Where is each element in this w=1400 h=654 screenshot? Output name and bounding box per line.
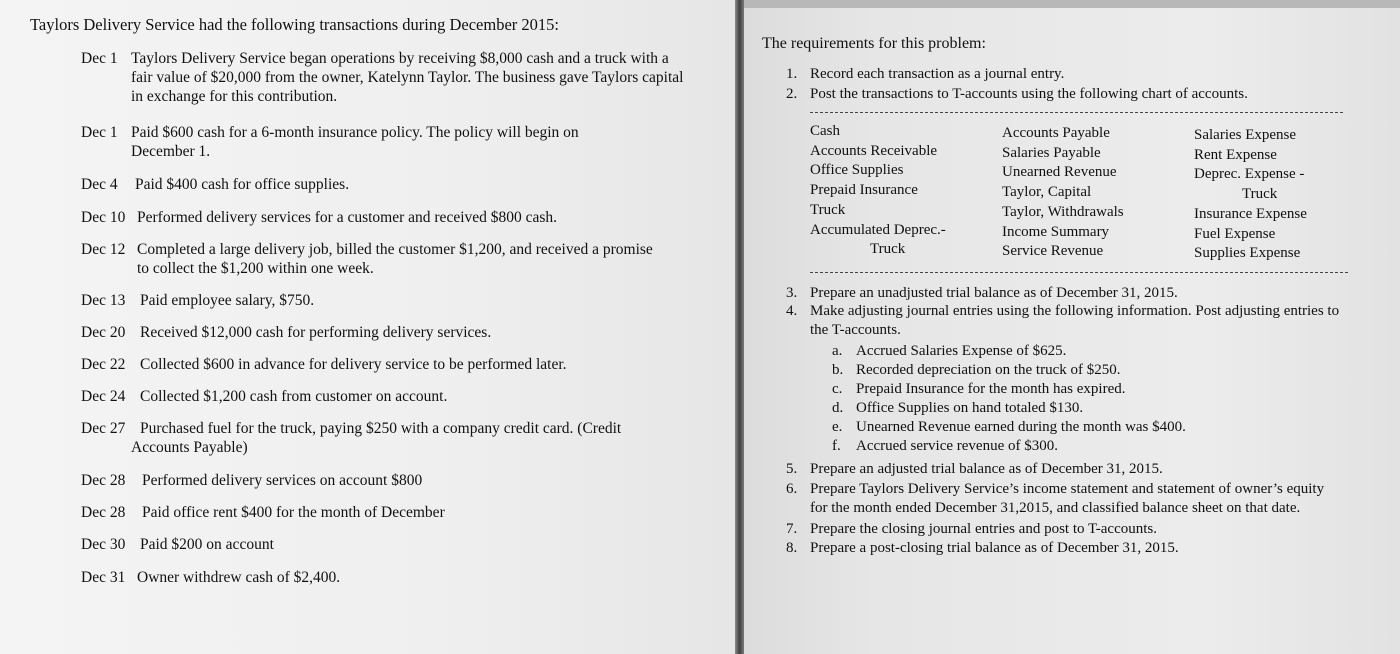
adjustment-item: d. Office Supplies on hand totaled $130. xyxy=(832,400,1084,416)
requirement-item: 8. Prepare a post-closing trial balance as of December 31, 2015. xyxy=(786,540,1179,556)
right-page xyxy=(744,0,1400,654)
transaction-item: Dec 10 Performed delivery services for a customer and received $800 cash. xyxy=(81,209,558,226)
adjustment-item: a. Accrued Salaries Expense of $625. xyxy=(832,343,1067,359)
accounts-column-assets: Cash Accounts Receivable Office Supplies Prepaid Insurance Truck Accumulated Deprec.- Truck xyxy=(810,123,946,258)
requirement-item: 6. Prepare Taylors Delivery Service’s income statement and statement of owner’s equity for the month ended December 31,2015, and classified balance sheet on that date. xyxy=(786,481,1325,516)
transaction-item: Dec 30 Paid $200 on account xyxy=(81,536,274,553)
requirement-item: 4. Make adjusting journal entries using the following information. Post adjusting entries to the T-accounts. xyxy=(786,303,1340,338)
accounts-column-liabilities-equity: Accounts Payable Salaries Payable Unearned Revenue Taylor, Capital Taylor, Withdrawals Income Summary Service Revenue xyxy=(1002,125,1124,260)
requirement-item: 1. Record each transaction as a journal entry. xyxy=(786,66,1065,82)
transaction-item: Dec 27 Purchased fuel for the truck, paying $250 with a company credit card. (Credit Accounts Payable) xyxy=(81,420,622,456)
transaction-item: Dec 1 Paid $600 cash for a 6-month insurance policy. The policy will begin on December 1. xyxy=(81,124,579,160)
adjustment-item: c. Prepaid Insurance for the month has expired. xyxy=(832,381,1126,397)
transaction-item: Dec 31 Owner withdrew cash of $2,400. xyxy=(81,569,341,586)
requirement-item: 5. Prepare an adjusted trial balance as of December 31, 2015. xyxy=(786,461,1163,477)
adjustment-item: f. Accrued service revenue of $300. xyxy=(832,438,1058,454)
transaction-item: Dec 20 Received $12,000 cash for performing delivery services. xyxy=(81,324,492,341)
divider xyxy=(810,112,1343,113)
requirement-item: 3. Prepare an unadjusted trial balance as of December 31, 2015. xyxy=(786,285,1178,301)
page-title: Taylors Delivery Service had the following transactions during December 2015: xyxy=(30,15,559,34)
page-top-edge xyxy=(744,0,1400,8)
transaction-item: Dec 13 Paid employee salary, $750. xyxy=(81,292,315,309)
adjustment-item: b. Recorded depreciation on the truck of $250. xyxy=(832,362,1121,378)
divider xyxy=(810,272,1348,273)
transaction-item: Dec 1 Taylors Delivery Service began operations by receiving $8,000 cash and a truck with a fair value of $20,000 from the owner, Katelynn Taylor. The business gave Taylors capital in exchange for this contribution. xyxy=(81,50,684,105)
transaction-item: Dec 24 Collected $1,200 cash from customer on account. xyxy=(81,388,448,405)
transaction-item: Dec 28 Performed delivery services on account $800 xyxy=(81,472,423,489)
requirement-item: 2. Post the transactions to T-accounts using the following chart of accounts. xyxy=(786,86,1248,102)
requirement-item: 7. Prepare the closing journal entries and post to T-accounts. xyxy=(786,521,1157,537)
requirements-heading: The requirements for this problem: xyxy=(762,35,986,52)
transaction-item: Dec 12 Completed a large delivery job, billed the customer $1,200, and received a promise to collect the $1,200 within one week. xyxy=(81,241,653,277)
adjustment-item: e. Unearned Revenue earned during the month was $400. xyxy=(832,419,1186,435)
transaction-item: Dec 28 Paid office rent $400 for the month of December xyxy=(81,504,445,521)
transaction-item: Dec 22 Collected $600 in advance for delivery service to be performed later. xyxy=(81,356,567,373)
transaction-item: Dec 4 Paid $400 cash for office supplies. xyxy=(81,176,350,193)
page-gutter xyxy=(735,0,744,654)
accounts-column-expenses: Salaries Expense Rent Expense Deprec. Expense - Truck Insurance Expense Fuel Expense Supplies Expense xyxy=(1194,127,1307,262)
adjustment-list xyxy=(832,342,1332,456)
